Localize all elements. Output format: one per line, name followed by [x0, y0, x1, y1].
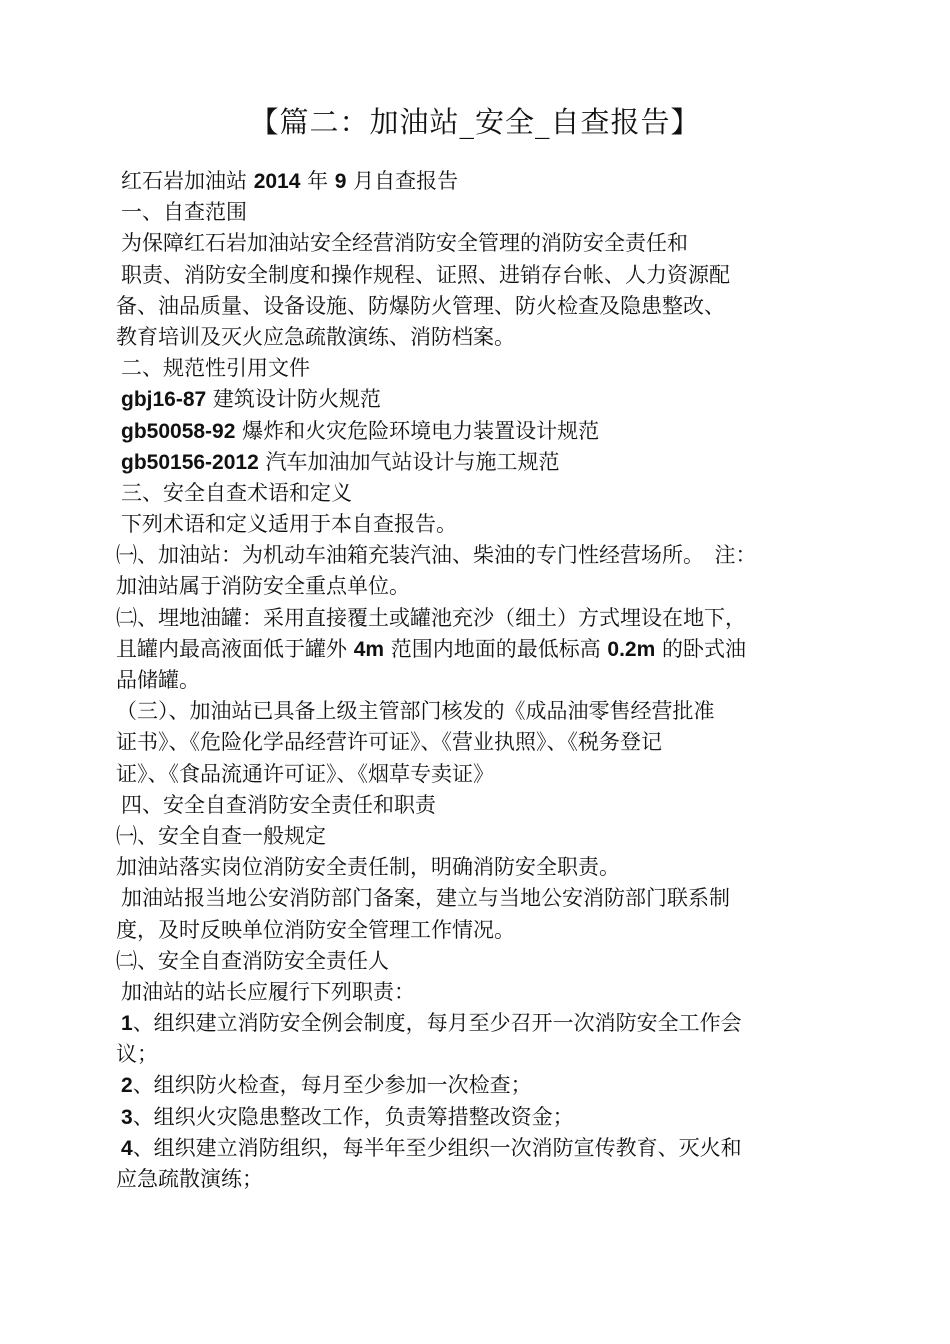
paragraph-line: 加油站属于消防安全重点单位。 [116, 574, 410, 599]
paragraph-line: 下列术语和定义适用于本自查报告。 [121, 512, 457, 537]
document-body [116, 166, 868, 1195]
document-title: 【篇二：加油站_安全_自查报告】 [249, 105, 701, 139]
paragraph-line: 且罐内最高液面低于罐外 4m 范围内地面的最低标高 0.2m 的卧式油 [116, 636, 746, 661]
section-heading-2: 二、规范性引用文件 [121, 356, 310, 381]
standard-reference: gb50058-92 爆炸和火灾危险环境电力装置设计规范 [121, 418, 600, 443]
list-item: 1、组织建立消防安全例会制度，每月至少召开一次消防安全工作会 [121, 1011, 742, 1036]
paragraph-line: ㈡、埋地油罐：采用直接覆土或罐池充沙（细土）方式埋设在地下， [116, 605, 746, 630]
report-heading: 红石岩加油站 2014 年 9 月自查报告 [121, 169, 459, 193]
paragraph-line: 加油站的站长应履行下列职责： [121, 979, 415, 1004]
subsection-heading: ㈠、安全自查一般规定 [116, 823, 326, 848]
paragraph-line: 品储罐。 [116, 668, 200, 692]
paragraph-line: 为保障红石岩加油站安全经营消防安全管理的消防安全责任和 [121, 231, 688, 256]
section-heading-3: 三、安全自查术语和定义 [121, 480, 352, 505]
list-item: 3、组织火灾隐患整改工作，负责筹措整改资金； [121, 1104, 574, 1129]
standard-reference: gb50156-2012 汽车加油加气站设计与施工规范 [121, 449, 560, 474]
paragraph-line: 教育培训及灭火应急疏散演练、消防档案。 [116, 324, 515, 349]
paragraph-line: 证》、《食品流通许可证》、《烟草专卖证》 [116, 761, 494, 786]
list-item: 2、组织防火检查，每月至少参加一次检查； [121, 1073, 532, 1098]
paragraph-line: （三）、加油站已具备上级主管部门核发的《成品油零售经营批准 [116, 699, 715, 724]
paragraph-line: 加油站落实岗位消防安全责任制，明确消防安全职责。 [116, 855, 620, 880]
paragraph-line: 度，及时反映单位消防安全管理工作情况。 [116, 917, 515, 942]
paragraph-line: 加油站报当地公安消防部门备案，建立与当地公安消防部门联系制 [121, 886, 730, 911]
section-heading-4: 四、安全自查消防安全责任和职责 [121, 792, 436, 817]
paragraph-line: 备、油品质量、设备设施、防爆防火管理、防火检查及隐患整改、 [116, 293, 725, 318]
subsection-heading: ㈡、安全自查消防安全责任人 [116, 948, 389, 973]
list-item: 4、组织建立消防组织，每半年至少组织一次消防宣传教育、灭火和 [121, 1135, 742, 1160]
list-item-continuation: 议； [116, 1042, 158, 1067]
paragraph-line: 证书》、《危险化学品经营许可证》、《营业执照》、《税务登记 [116, 730, 662, 755]
paragraph-line: 职责、消防安全制度和操作规程、证照、进销存台帐、人力资源配 [121, 262, 730, 287]
standard-reference: gbj16-87 建筑设计防火规范 [121, 387, 381, 412]
list-item-continuation: 应急疏散演练； [116, 1167, 263, 1191]
section-heading-1: 一、自查范围 [121, 200, 247, 225]
paragraph-line: ㈠、加油站：为机动车油箱充装汽油、柴油的专门性经营场所。 注： [116, 543, 757, 568]
